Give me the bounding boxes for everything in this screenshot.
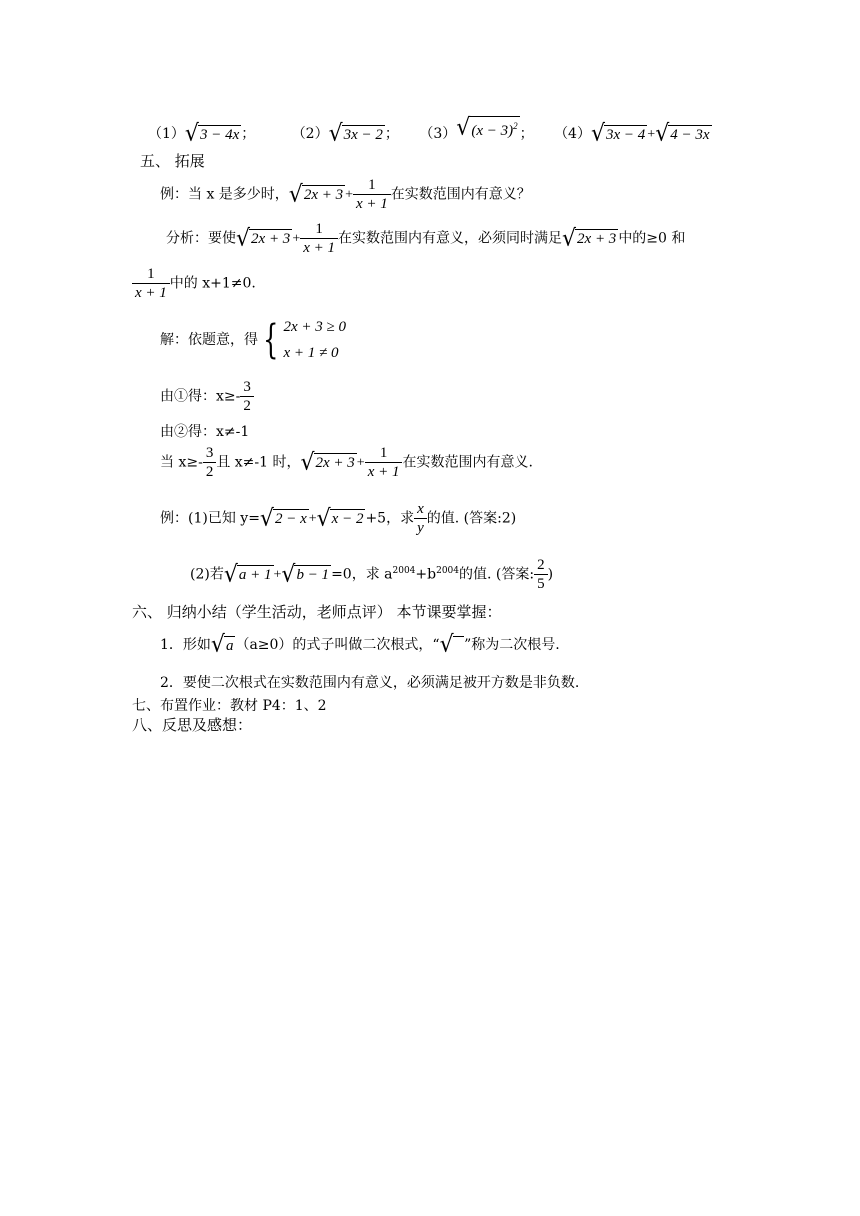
exercise-3-number: （3） <box>419 126 457 142</box>
example-1: 例：当 x 是多少时，√2x + 3 + $\frac{1}{x + 1}$ 在实数范围内有意义？ <box>160 177 531 212</box>
left-brace-icon: { <box>263 317 279 363</box>
section-8-heading: 八、反思及感想： <box>132 716 253 734</box>
solution-system: 解：依题意，得 { 2x + 3 ≥ 0 x + 1 ≠ 0 <box>160 317 346 363</box>
summary-point-1: 1．形如√a （a≥0）的式子叫做二次根式，“√ ”称为二次根号. <box>160 631 560 658</box>
solution-step-2: 由②得：x≠-1 <box>160 424 250 440</box>
fraction: $\frac{3}{2}$ <box>240 378 254 415</box>
sqrt-expression: √b − 1 <box>281 560 330 588</box>
section-7-heading: 七、布置作业：教材 P4：1、2 <box>132 698 327 714</box>
fraction: $\frac{1}{x + 1}$ <box>365 444 403 481</box>
sqrt-expression: √2x + 3 <box>300 448 355 476</box>
fraction: $\frac{1}{x + 1}$ <box>353 176 391 213</box>
sqrt-expression: √a <box>210 631 234 658</box>
sqrt-expression: √3x − 4 <box>590 120 646 147</box>
sqrt-expression: √2x + 3 <box>562 224 617 252</box>
fraction: $\frac{3}{2}$ <box>203 444 217 481</box>
section-6-heading: 六、 归纳小结（学生活动，老师点评） 本节课要掌握： <box>132 603 502 621</box>
sqrt-expression: $√(x - 3)^2$ <box>456 114 518 141</box>
section-5-heading: 五、 拓展 <box>140 152 205 170</box>
sqrt-expression: √2 − x <box>259 504 307 532</box>
sqrt-expression: √2x + 3 <box>236 224 291 252</box>
sqrt-expression: √a + 1 <box>223 560 272 588</box>
sqrt-expression: √3x − 2 <box>328 120 383 147</box>
sqrt-expression: √3 − 4x <box>184 120 240 147</box>
exercise-row: （1）√3 − 4x ； （2）√3x − 2 ； $(3)√(x - 3)^2$ ； （4）√3x − 4 +√4 − 3x <box>148 114 710 147</box>
radical-sign-icon: √ <box>440 634 465 656</box>
example-2: 例：(1)已知 y=√2 − x +√x − 2 +5，求 $\frac{x}{y}$ 的值. (答案:2) <box>160 501 517 536</box>
sqrt-expression: √4 − 3x <box>655 120 710 147</box>
analysis-line: 分析：要使√2x + 3 + $\frac{1}{x + 1}$ 在实数范围内有意义，必须同时满足√2x + 3 中的≥0 和 <box>166 221 686 256</box>
fraction: $\frac{1}{x + 1}$ <box>300 220 338 257</box>
solution-conclusion: 当 x≥- $\frac{3}{2}$ 且 x≠-1 时，√2x + 3 + $\frac{1}{x + 1}$ 在实数范围内有意义. <box>160 445 533 480</box>
sqrt-expression: √2x + 3 <box>288 180 344 208</box>
summary-point-2: 2．要使二次根式在实数范围内有意义，必须满足被开方数是非负数. <box>160 675 580 691</box>
sqrt-expression: √x − 2 <box>316 504 364 532</box>
analysis-line-2: $\frac{1}{x + 1}$ 中的 x+1≠0. <box>132 265 256 302</box>
exercise-4-number: （4） <box>554 126 591 142</box>
fraction: $\frac{2}{5}$ <box>534 556 548 593</box>
exercise-2-number: （2） <box>291 126 329 142</box>
fraction: $\frac{x}{y}$ <box>414 500 427 537</box>
solution-step-1: 由①得：x≥- $\frac{3}{2}$ <box>160 378 254 415</box>
fraction: $\frac{1}{x + 1}$ <box>132 265 170 302</box>
example-3: (2)若√a + 1 +√b − 1 =0，求 $a^{2004}+b^{2004}$的值. (答案: $\frac{2}{5}$ ) <box>190 557 554 592</box>
exercise-1-number: （1） <box>148 126 185 142</box>
